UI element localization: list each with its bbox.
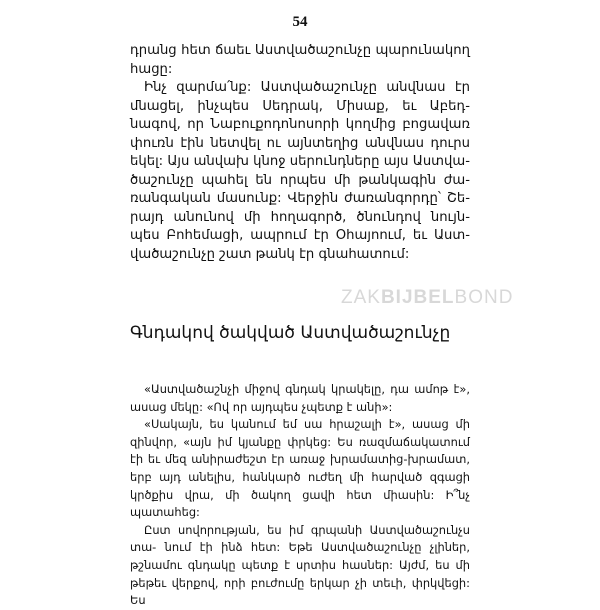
watermark-part: BIJBEL: [380, 287, 455, 308]
text-block-continuation: [130, 42, 470, 264]
text-block-story: [130, 381, 470, 610]
watermark-part: ZAK: [341, 287, 381, 308]
page-number: 54: [292, 14, 308, 30]
paragraph: «Աստվածաշնչի միջով գնդակ կրակելը, դա ամոթ է», ասաց մեկը: «Ով որ այդպես չպետք է անի»:: [130, 382, 470, 414]
paragraph: դրանց հետ ճաեւ Աստվածաշունչը պարունակող հացը:: [130, 43, 470, 77]
paragraph: Ըստ սովորության, ես իմ գրպանի Աստվածաշունչս տա- նում էի ինձ հետ: Եթե Աստվածաշունչը չլիներ, թշնամու գնդակը պետք է սրտիս հասներ: Այժմ, ես մի թեթեւ վերքով, որի բուժումը երկար չի տեւի, փրկվեցի: Ես: [130, 522, 470, 608]
section-heading: Գնդակով ծակված Աստվածաշունչը: [130, 323, 451, 343]
paragraph: «Սակայն, ես կանում եմ սա հրաշալի է», ասաց մի զինվոր, «այն իմ կյանքը փրկեց: Ես ռազմաճակատում էի եւ մեզ անիրաժեշտ էր առաջ խրամատից-խրամատ, երբ այդ անելիս, հանկարծ ուժեղ մի հարված զգացի կրծքիս վրա, մի ծակող ցավի հետ միասին: Ի՞նչ պատահեց:: [130, 417, 470, 520]
paragraph: Ինչ զարմա՛նք: Աստվածաշունչը անվնաս էր մնացել, ինչպես Սեդրակ, Միսաք, եւ Աբեդ- նագով, որ Նաբուքոդոնոսորի կողմից բոցավառ փուռն էին նետվել ու այնտեղից անվնաս դուրս եկել: Այս անվախ կնոջ սերունդները այս Աստվա- ծաշունչը պահել են որպես մի թանկագին ժա- ռանգական մասունք: Վերջին ժառանգորդը՝ Շե- րայդ անունով մի հողագործ, ծնունդով նույն- պես Բոհեմացի, ապրում էր Օհայոում, եւ Աստ- վածաշունչը շատ թանկ էր գնահատում:: [130, 80, 470, 262]
watermark: [341, 287, 513, 309]
watermark-part: BOND: [454, 287, 514, 308]
